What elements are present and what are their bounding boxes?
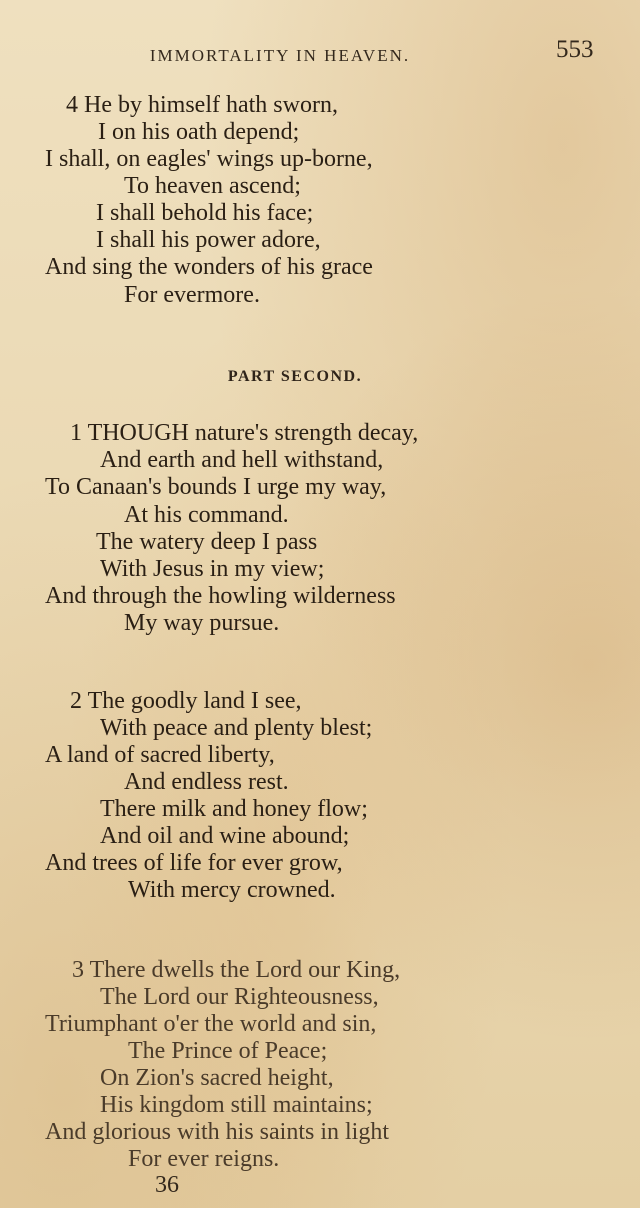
stanza-line: To Canaan's bounds I urge my way, (45, 474, 387, 500)
stanza-line: And earth and hell withstand, (100, 447, 384, 473)
stanza-line: And through the howling wilderness (45, 583, 396, 609)
stanza-line: With peace and plenty blest; (100, 715, 373, 741)
stanza-line: 1 THOUGH nature's strength decay, (70, 420, 419, 446)
stanza-line: The Lord our Righteousness, (100, 984, 379, 1010)
stanza-line: 3 There dwells the Lord our King, (72, 957, 401, 983)
stanza-line: To heaven ascend; (124, 173, 301, 199)
stanza-line: I shall, on eagles' wings up-borne, (45, 146, 373, 172)
stanza-line: 4 He by himself hath sworn, (66, 92, 338, 118)
page-number: 553 (556, 36, 594, 63)
stanza-line: For ever reigns. (128, 1146, 280, 1172)
stanza-line: With mercy crowned. (128, 877, 336, 903)
stanza-line: The watery deep I pass (96, 529, 318, 555)
stanza-line: The Prince of Peace; (128, 1038, 328, 1064)
stanza-line: His kingdom still maintains; (100, 1092, 373, 1118)
stanza-line: I shall behold his face; (96, 200, 314, 226)
stanza-line: For evermore. (124, 282, 260, 308)
stanza-line: There milk and honey flow; (100, 796, 368, 822)
stanza-line: On Zion's sacred height, (100, 1065, 334, 1091)
signature-mark: 36 (155, 1172, 179, 1198)
running-head: IMMORTALITY IN HEAVEN. (149, 46, 411, 65)
stanza-line: And glorious with his saints in light (45, 1119, 390, 1145)
stanza-line: At his command. (124, 502, 289, 528)
stanza-line: And endless rest. (124, 769, 289, 795)
stanza-line: With Jesus in my view; (100, 556, 325, 582)
part-heading: PART SECOND. (227, 368, 363, 385)
stanza-line: I on his oath depend; (98, 119, 300, 145)
stanza-line: 2 The goodly land I see, (70, 688, 302, 714)
stanza-line: Triumphant o'er the world and sin, (45, 1011, 377, 1037)
stanza-line: I shall his power adore, (96, 227, 321, 253)
stanza-line: And sing the wonders of his grace (45, 254, 373, 280)
stanza-line: A land of sacred liberty, (45, 742, 275, 768)
stanza-line: My way pursue. (124, 610, 280, 636)
stanza-line: And trees of life for ever grow, (45, 850, 343, 876)
stanza-line: And oil and wine abound; (100, 823, 350, 849)
